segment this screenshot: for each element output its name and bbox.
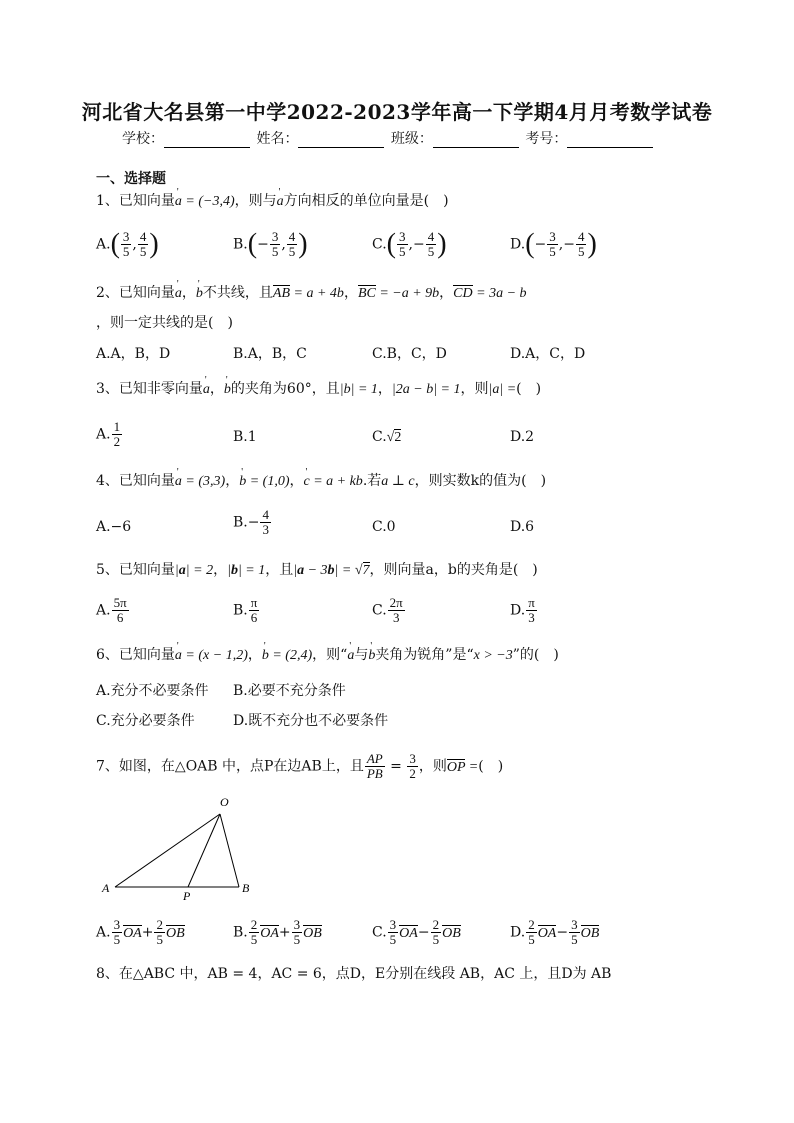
school-blank[interactable] (164, 133, 250, 148)
q5-option-d[interactable]: D. $\frac{\pi}{3}$ (510, 595, 535, 625)
q1-option-c[interactable]: C.( $\frac{3}{5}$ ,− $\frac{4}{5}$ ) (372, 228, 447, 260)
triangle-lines (115, 814, 239, 887)
q2-option-c[interactable]: C.B，C，D (372, 346, 447, 362)
q7-option-d[interactable]: D. $\frac{2}{5}$ OA− $\frac{3}{5}$ OB (510, 917, 600, 947)
triangle-figure (96, 792, 276, 904)
q7-option-c[interactable]: C. $\frac{3}{5}$ OA− $\frac{2}{5}$ OB (372, 917, 461, 947)
q6-option-a[interactable]: A.充分不必要条件 (96, 683, 209, 699)
label-p: P (183, 889, 191, 903)
q7-option-a[interactable]: A. $\frac{3}{5}$ OA+ $\frac{2}{5}$ OB (96, 917, 185, 947)
q5-option-c[interactable]: C. $\frac{2\pi}{3}$ (372, 595, 403, 625)
q4-option-c[interactable]: C.0 (372, 519, 396, 535)
exam-no-label: 考号： (525, 131, 568, 147)
q1-option-d[interactable]: D.(− $\frac{3}{5}$ ,− $\frac{4}{5}$ ) (510, 228, 597, 260)
name-label: 姓名： (256, 131, 299, 147)
q4-option-a[interactable]: A.−6 (96, 519, 132, 535)
q6-option-d[interactable]: D.既不充分也不必要条件 (233, 713, 389, 729)
question-8: 8、在△ABC 中，AB = 4，AC = 6，点D，E分别在线段 AB，AC 上，且D为 AB (96, 966, 612, 982)
question-6: 6、已知向量' a = (x − 1,2)，' b = (2,4)，则“' a与' b夹角为锐角”是“x > −3”的( ) (96, 646, 559, 665)
question-4: 4、已知向量' a = (3,3)，' b = (1,0)，' c = a + kb.若a ⊥ c，则实数k的值为( ) (96, 472, 546, 491)
q4-option-d[interactable]: D.6 (510, 519, 535, 535)
q1-option-a[interactable]: A.( $\frac{3}{5}$ , $\frac{4}{5}$ ) (96, 228, 159, 260)
question-5: 5、已知向量|a| = 2，|b| = 1，且|a − 3b| = √7，则向量a，b的夹角是( ) (96, 562, 538, 578)
question-7: 7、如图，在△OAB 中，点P在边AB上，且 $\frac{AP}{PB}$ = $\frac{3}{2}$ ，则OP =( ) (96, 751, 504, 781)
section-heading: 一、选择题 (96, 171, 166, 187)
q3-option-a[interactable]: A. $\frac{1}{2}$ (96, 419, 121, 449)
school-label: 学校： (122, 131, 164, 147)
q5-option-a[interactable]: A. $\frac{5\pi}{6}$ (96, 595, 127, 625)
q6-option-c[interactable]: C.充分必要条件 (96, 713, 195, 729)
label-o: O (220, 795, 229, 809)
q2-option-b[interactable]: B.A，B，C (233, 346, 307, 362)
label-b: B (242, 881, 250, 895)
label-a: A (102, 881, 110, 895)
vector-expression: ' a = (−3,4) (175, 194, 235, 209)
q6-option-b[interactable]: B.必要不充分条件 (233, 683, 346, 699)
q3-option-c[interactable]: C.√2 (372, 429, 402, 445)
exam-no-blank[interactable] (567, 133, 653, 148)
name-blank[interactable] (298, 133, 384, 148)
q3-option-d[interactable]: D.2 (510, 429, 535, 445)
question-2: 2、已知向量' a，' b不共线，且AB = a + 4b，BC = −a + 9b，CD = 3a − b (96, 284, 527, 303)
q5-option-b[interactable]: B. $\frac{\pi}{6}$ (233, 595, 258, 625)
q2-option-a[interactable]: A.A，B，D (96, 346, 171, 362)
q2-option-d[interactable]: D.A，C，D (510, 346, 586, 362)
q4-option-b[interactable]: B.− $\frac{4}{3}$ (233, 507, 269, 537)
q7-option-b[interactable]: B. $\frac{2}{5}$ OA+ $\frac{3}{5}$ OB (233, 917, 322, 947)
class-label: 班级： (390, 131, 433, 147)
q3-option-b[interactable]: B.1 (233, 429, 257, 445)
question-1: 1、已知向量' a = (−3,4)，则与' a方向相反的单位向量是( ) (96, 192, 449, 211)
student-info-line (122, 128, 655, 148)
question-2-line2: ，则一定共线的是( ) (96, 315, 233, 331)
exam-title: 河北省大名县第一中学2022-2023学年高一下学期4月月考数学试卷 (81, 100, 713, 124)
class-blank[interactable] (433, 133, 519, 148)
q1-option-b[interactable]: B.(− $\frac{3}{5}$ , $\frac{4}{5}$ ) (233, 228, 308, 260)
question-3: 3、已知非零向量' a，' b的夹角为60°，且|b| = 1，|2a − b| = 1，则|a| =( ) (96, 380, 541, 399)
